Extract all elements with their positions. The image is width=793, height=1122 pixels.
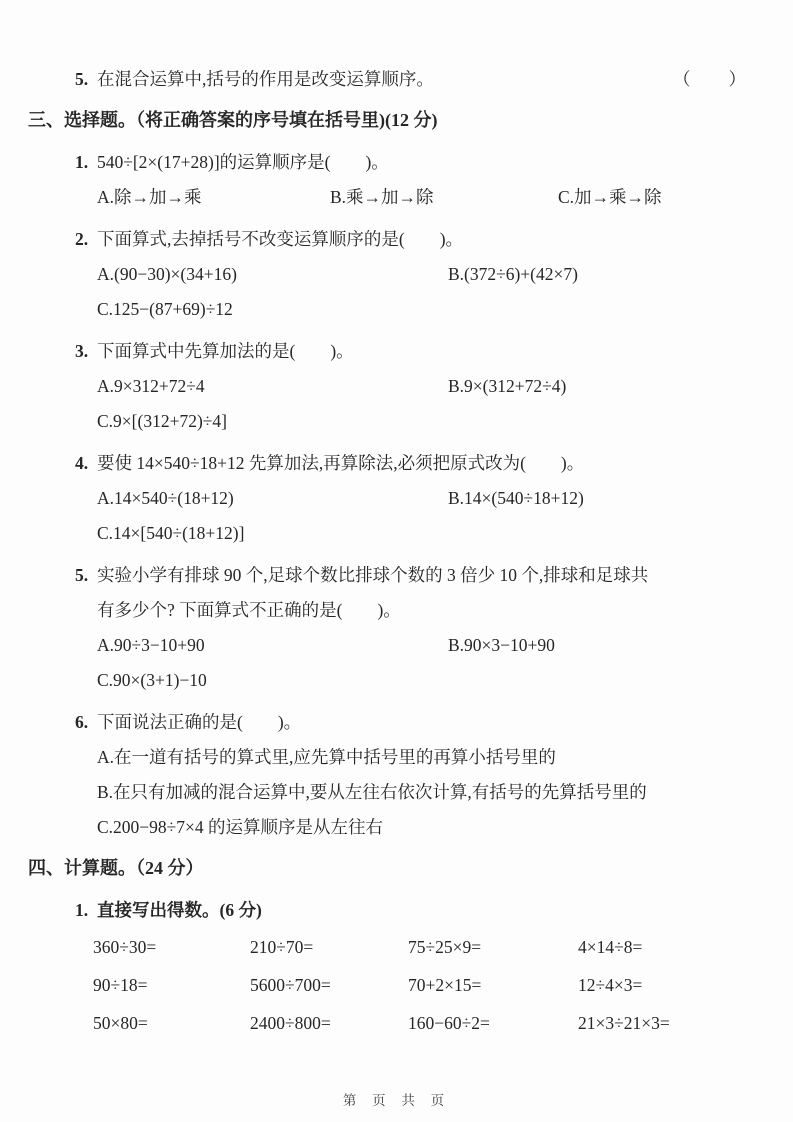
calc-expression: 210÷70= xyxy=(250,937,314,957)
choice-question xyxy=(28,446,763,551)
question-stem: 实验小学有排球 90 个,足球个数比排球个数的 3 倍少 10 个,排球和足球共 有多少个? 下面算式不正确的是( )。 xyxy=(97,565,649,620)
judge-item-text: 在混合运算中,括号的作用是改变运算顺序。 xyxy=(97,69,434,89)
answer-option: B.9×(312+72÷4) xyxy=(448,376,567,396)
calc-expression: 70+2×15= xyxy=(408,975,482,995)
question-stem: 要使 14×540÷18+12 先算加法,再算除法,必须把原式改为( )。 xyxy=(97,453,585,473)
option-row xyxy=(28,516,763,551)
option-row xyxy=(28,369,763,404)
answer-option: B.14×(540÷18+12) xyxy=(448,488,584,508)
section-choice-heading xyxy=(28,102,763,138)
answer-option: B.在只有加减的混合运算中,要从左往右依次计算,有括号的先算括号里的 xyxy=(97,782,647,802)
choice-question xyxy=(28,558,763,698)
answer-blank-parens: （ ） xyxy=(673,69,747,89)
subquestion-number: 1. xyxy=(75,900,89,920)
option-row xyxy=(28,257,763,292)
section-title: 选择题。（将正确答案的序号填在括号里)(12 分) xyxy=(64,110,438,130)
section-number: 三、 xyxy=(28,110,64,130)
section-calc-heading xyxy=(28,850,763,886)
calc-expression: 5600÷700= xyxy=(250,975,331,995)
calc-subheading xyxy=(28,892,763,928)
calc-expression-grid xyxy=(28,930,763,1040)
question-stem: 540÷[2×(17+28)]的运算顺序是( )。 xyxy=(97,152,389,172)
answer-option: C.9×[(312+72)÷4] xyxy=(97,411,227,431)
answer-option: C.14×[540÷(18+12)] xyxy=(97,523,245,543)
calc-expression: 160−60÷2= xyxy=(408,1013,490,1033)
question-number: 5. xyxy=(75,565,89,585)
question-number: 4. xyxy=(75,453,89,473)
answer-option: C.加→乘→除 xyxy=(558,187,662,207)
choice-question xyxy=(28,334,763,439)
answer-option: A.90÷3−10+90 xyxy=(97,635,205,655)
option-row xyxy=(28,740,763,775)
calc-expression: 50×80= xyxy=(93,1013,148,1033)
judge-item-5 xyxy=(28,62,763,97)
option-row xyxy=(28,481,763,516)
section-title: 计算题。（24 分） xyxy=(64,858,204,878)
choice-question xyxy=(28,222,763,327)
option-row xyxy=(28,628,763,663)
question-stem: 下面算式中先算加法的是( )。 xyxy=(97,341,354,361)
question-number: 5. xyxy=(75,69,89,89)
question-stem: 下面说法正确的是( )。 xyxy=(97,712,302,732)
calc-expression: 75÷25×9= xyxy=(408,937,482,957)
option-row xyxy=(28,180,763,215)
choice-question xyxy=(28,705,763,845)
choice-question-list xyxy=(28,145,763,845)
question-number: 3. xyxy=(75,341,89,361)
choice-question xyxy=(28,145,763,215)
option-row xyxy=(28,775,763,810)
answer-option: B.90×3−10+90 xyxy=(448,635,555,655)
question-number: 1. xyxy=(75,152,89,172)
calc-expression: 360÷30= xyxy=(93,937,157,957)
section-number: 四、 xyxy=(28,858,64,878)
answer-option: B.乘→加→除 xyxy=(330,187,434,207)
calc-expression: 4×14÷8= xyxy=(578,937,643,957)
calc-expression: 21×3÷21×3= xyxy=(578,1013,670,1033)
calc-expression: 2400÷800= xyxy=(250,1013,331,1033)
question-number: 6. xyxy=(75,712,89,732)
answer-option: C.200−98÷7×4 的运算顺序是从左往右 xyxy=(97,817,384,837)
calc-expression: 90÷18= xyxy=(93,975,148,995)
answer-option: C.125−(87+69)÷12 xyxy=(97,299,233,319)
option-row xyxy=(28,663,763,698)
answer-option: A.14×540÷(18+12) xyxy=(97,488,234,508)
answer-option: A.除→加→乘 xyxy=(97,187,202,207)
answer-option: A.(90−30)×(34+16) xyxy=(97,264,237,284)
option-row xyxy=(28,404,763,439)
answer-option: A.在一道有括号的算式里,应先算中括号里的再算小括号里的 xyxy=(97,747,556,767)
answer-option: A.9×312+72÷4 xyxy=(97,376,205,396)
answer-option: B.(372÷6)+(42×7) xyxy=(448,264,578,284)
question-number: 2. xyxy=(75,229,89,249)
answer-option: C.90×(3+1)−10 xyxy=(97,670,207,690)
calc-expression: 12÷4×3= xyxy=(578,975,643,995)
option-row xyxy=(28,292,763,327)
question-stem: 下面算式,去掉括号不改变运算顺序的是( )。 xyxy=(97,229,464,249)
option-row xyxy=(28,810,763,845)
subquestion-title: 直接写出得数。(6 分) xyxy=(97,900,262,920)
page-footer: 第 页 共 页 xyxy=(342,1093,451,1108)
